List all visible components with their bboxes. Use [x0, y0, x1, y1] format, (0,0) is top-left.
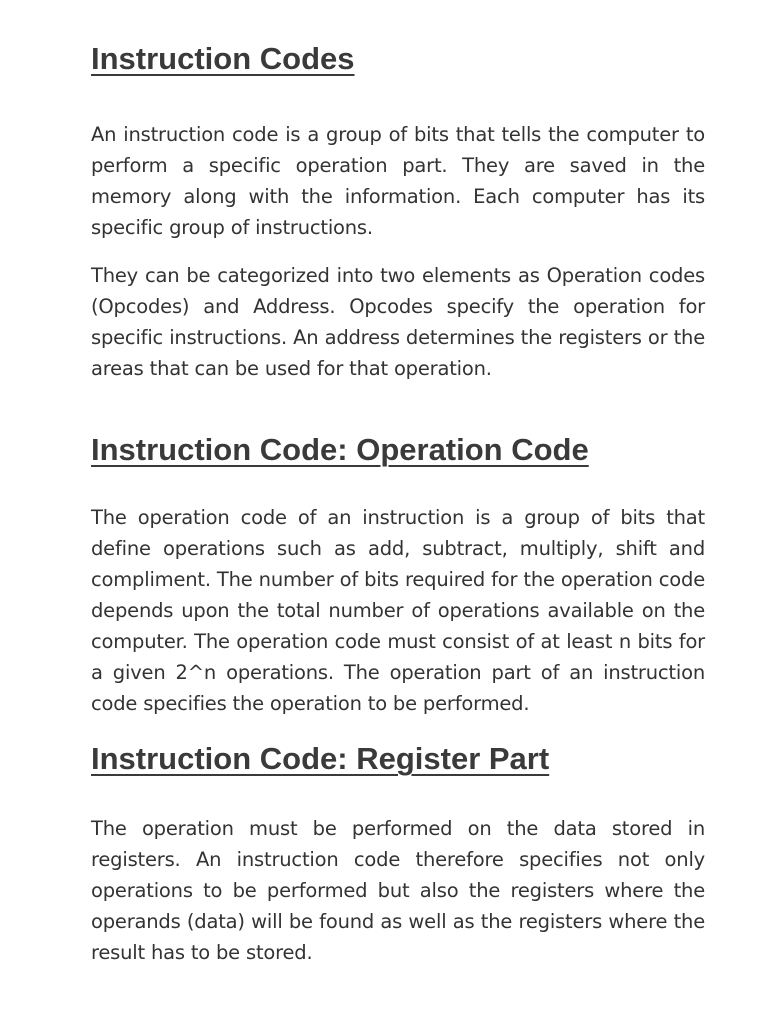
section-title-instruction-codes: Instruction Codes — [91, 41, 355, 76]
section-title-operation-code: Instruction Code: Operation Code — [91, 432, 589, 467]
paragraph-instruction-code-definition: An instruction code is a group of bits that tells the computer to perform a specific operation part. They are saved in the memory along with the information. Each computer has its specific group of instructions. — [91, 123, 705, 239]
paragraph-operation-code: The operation code of an instruction is a group of bits that define operations such as add, subtract, multiply, shift and compliment. The number of bits required for the operation code depends upon the total number of operations available on the computer. The operation code must consist of at least n bits for a given 2^n operations. The operation part of an instruction code specifies the operation to be performed. — [91, 506, 705, 715]
paragraph-instruction-code-elements: They can be categorized into two elements as Operation codes (Opcodes) and Address. Opcodes specify the operation for specific instructions. An address determines the registers or the areas that can be used for that operation. — [91, 264, 705, 380]
section-title-register-part: Instruction Code: Register Part — [91, 741, 550, 776]
paragraph-register-part: The operation must be performed on the data stored in registers. An instruction code therefore specifies not only operations to be performed but also the registers where the operands (data) will be found as well as the registers where the result has to be stored. — [91, 817, 705, 964]
